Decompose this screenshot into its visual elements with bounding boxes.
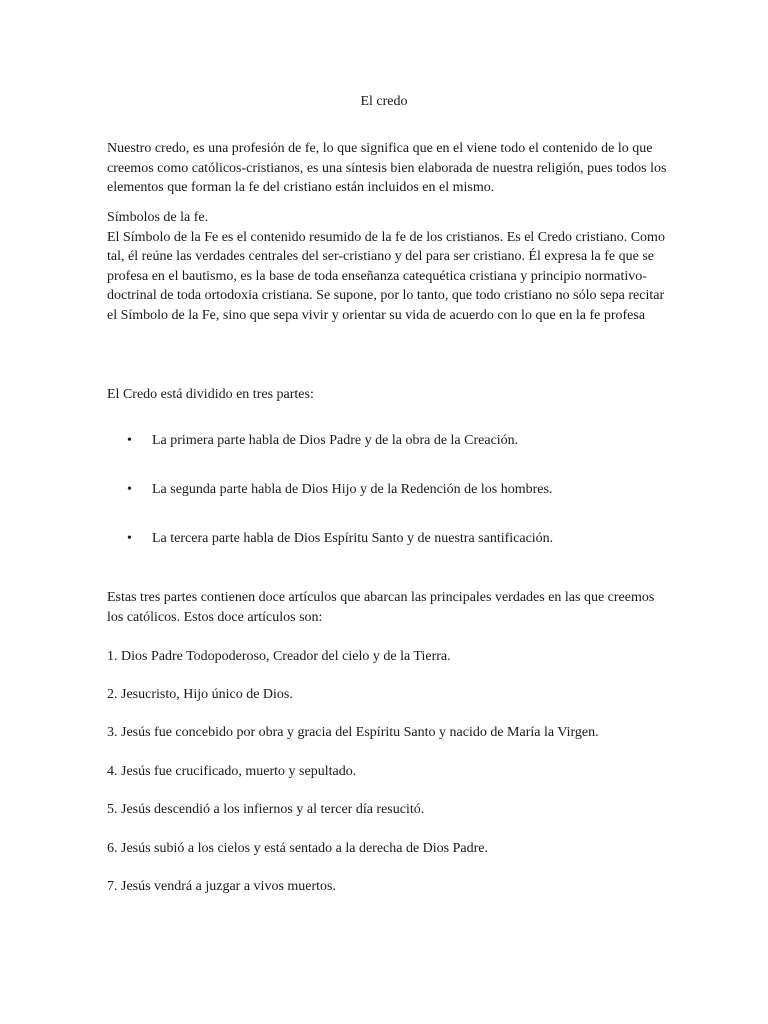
bullet-icon: • (127, 531, 132, 546)
symbols-heading: Símbolos de la fe. (107, 210, 209, 225)
article-item: 5. Jesús descendió a los infiernos y al tercer día resucitó. (107, 802, 425, 817)
list-item-text: La tercera parte habla de Dios Espíritu Santo y de nuestra santificación. (152, 531, 554, 546)
list-item-text: La primera parte habla de Dios Padre y de la obra de la Creación. (152, 433, 519, 448)
symbols-text: El Símbolo de la Fe es el contenido resumido de la fe de los cristianos. Es el Credo cristiano. Como tal, él reúne las verdades centrales del ser-cristiano y del para ser cristiano. Él expresa la fe que se profesa en el bautismo, es la base de toda enseñanza catequética cristiana y principio normativo-doctrinal de toda ortodoxia cristiana. Se supone, por lo tanto, que todo cristiano no sólo sepa recitar el Símbolo de la Fe, sino que sepa vivir y orientar su vida de acuerdo con lo que en la fe profesa (107, 229, 665, 323)
article-item: 7. Jesús vendrá a juzgar a vivos muertos. (107, 879, 336, 894)
article-item: 1. Dios Padre Todopoderoso, Creador del cielo y de la Tierra. (107, 649, 451, 664)
article-item: 2. Jesucristo, Hijo único de Dios. (107, 687, 293, 702)
document-title: El credo (360, 94, 408, 109)
article-item: 6. Jesús subió a los cielos y está sentado a la derecha de Dios Padre. (107, 841, 489, 856)
bullet-icon: • (127, 482, 132, 497)
symbols-paragraph (107, 208, 667, 325)
article-item: 4. Jesús fue crucificado, muerto y sepultado. (107, 764, 357, 779)
list-item-text: La segunda parte habla de Dios Hijo y de la Redención de los hombres. (152, 482, 553, 497)
article-item: 3. Jesús fue concebido por obra y gracia del Espíritu Santo y nacido de María la Virgen. (107, 725, 599, 740)
parts-intro: El Credo está dividido en tres partes: (107, 387, 314, 402)
intro-paragraph: Nuestro credo, es una profesión de fe, lo que significa que en el viene todo el contenido de lo que creemos como católicos-cristianos, es una síntesis bien elaborada de nuestra religión, pues todos los elementos que forman la fe del cristiano están incluidos en el mismo. (107, 141, 667, 195)
articles-intro: Estas tres partes contienen doce artículos que abarcan las principales verdades en las que creemos los católicos. Estos doce artículos son: (107, 590, 655, 625)
bullet-icon: • (127, 433, 132, 448)
